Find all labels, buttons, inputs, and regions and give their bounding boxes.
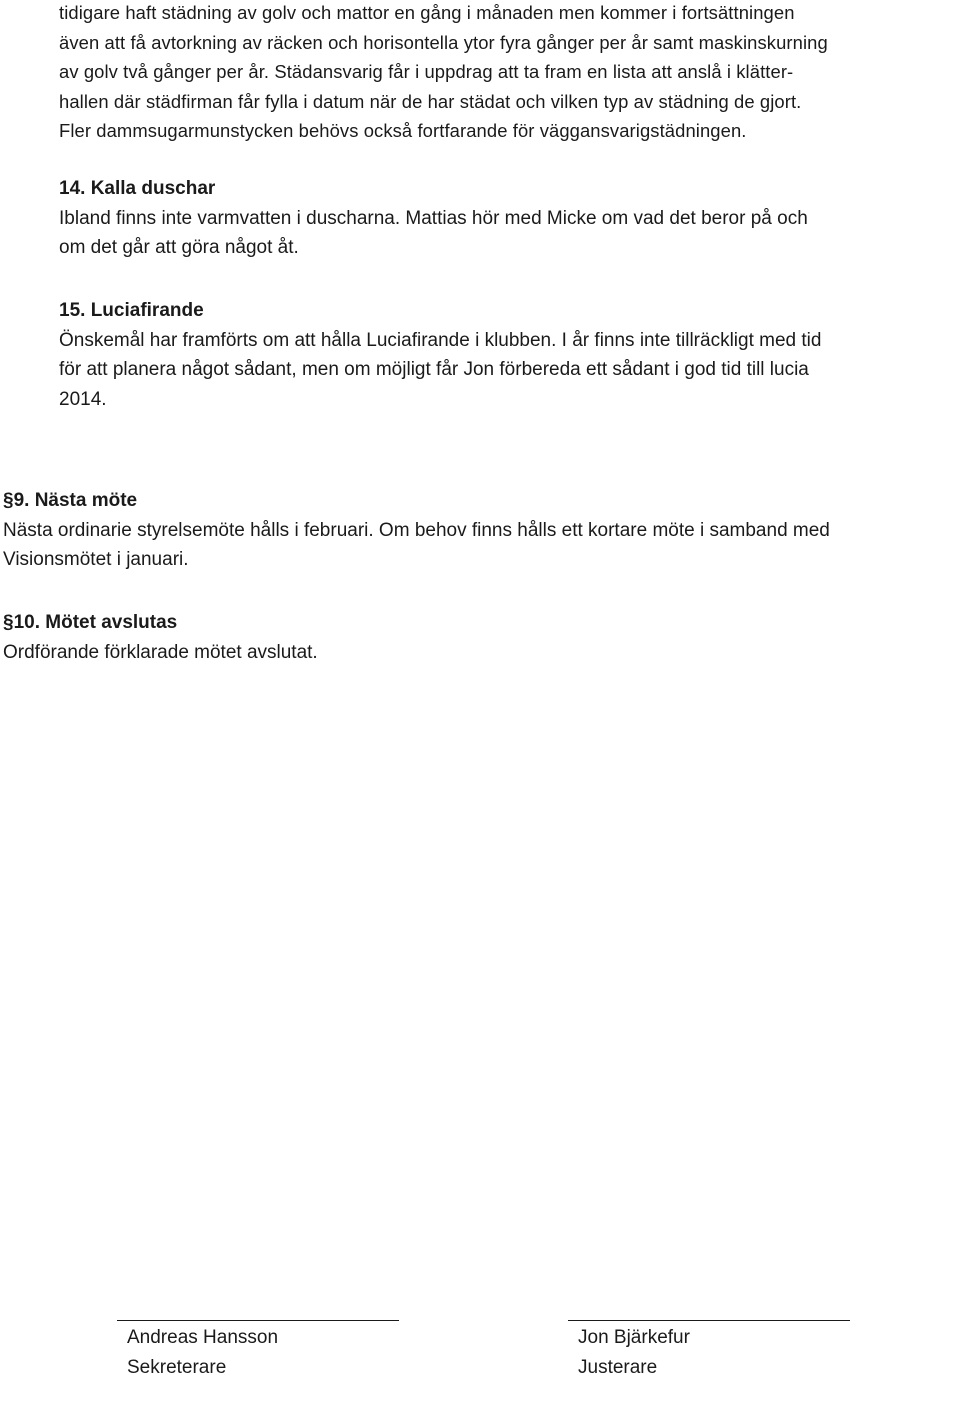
section-heading: §10. Mötet avslutas (3, 612, 178, 633)
text-line: Ibland finns inte varmvatten i duscharna. Mattias hör med Micke om vad det beror på och (59, 207, 808, 229)
text-line: för att planera något sådant, men om möjligt får Jon förbereda ett sådant i god tid till lucia (59, 359, 809, 380)
text-line: hallen där städfirman får fylla i datum när de har städat och vilken typ av städning de gjort. (59, 90, 802, 112)
section-9 (3, 486, 960, 575)
signatory-name: Jon Bjärkefur (578, 1327, 690, 1348)
text-line: 2014. (59, 388, 107, 410)
signature-block-adjuster (568, 1320, 850, 1382)
section-heading: 14. Kalla duschar (59, 178, 216, 199)
signatory-name: Andreas Hansson (127, 1327, 279, 1348)
section-15 (59, 296, 959, 414)
text-line: Visionsmötet i januari. (3, 549, 189, 570)
intro-paragraph (59, 0, 959, 146)
text-line: av golv två gånger per år. Städansvarig får i uppdrag att ta fram en lista att anslå i klätter- (59, 61, 794, 82)
signature-block-secretary (117, 1320, 399, 1382)
text-line: Ordförande förklarade mötet avslutat. (3, 641, 318, 663)
section-10 (3, 608, 960, 667)
section-14 (59, 174, 959, 263)
text-line: Fler dammsugarmunstycken behövs också fortfarande för väggansvarigstädningen. (59, 120, 747, 141)
text-line: även att få avtorkning av räcken och horisontella ytor fyra gånger per år samt maskinskurning (59, 31, 828, 53)
section-heading: §9. Nästa möte (3, 490, 138, 511)
text-line: om det går att göra något åt. (59, 237, 299, 258)
text-line: tidigare haft städning av golv och mattor en gång i månaden men kommer i fortsättningen (59, 2, 795, 23)
signatory-role: Sekreterare (127, 1356, 227, 1378)
signatory-role: Justerare (578, 1356, 658, 1378)
signature-line (117, 1320, 399, 1321)
text-line: Nästa ordinarie styrelsemöte hålls i februari. Om behov finns hålls ett kortare möte i samband med (3, 519, 830, 541)
section-heading: 15. Luciafirande (59, 300, 204, 321)
text-line: Önskemål har framförts om att hålla Luciafirande i klubben. I år finns inte tillräckligt med tid (59, 329, 822, 351)
signature-line (568, 1320, 850, 1321)
